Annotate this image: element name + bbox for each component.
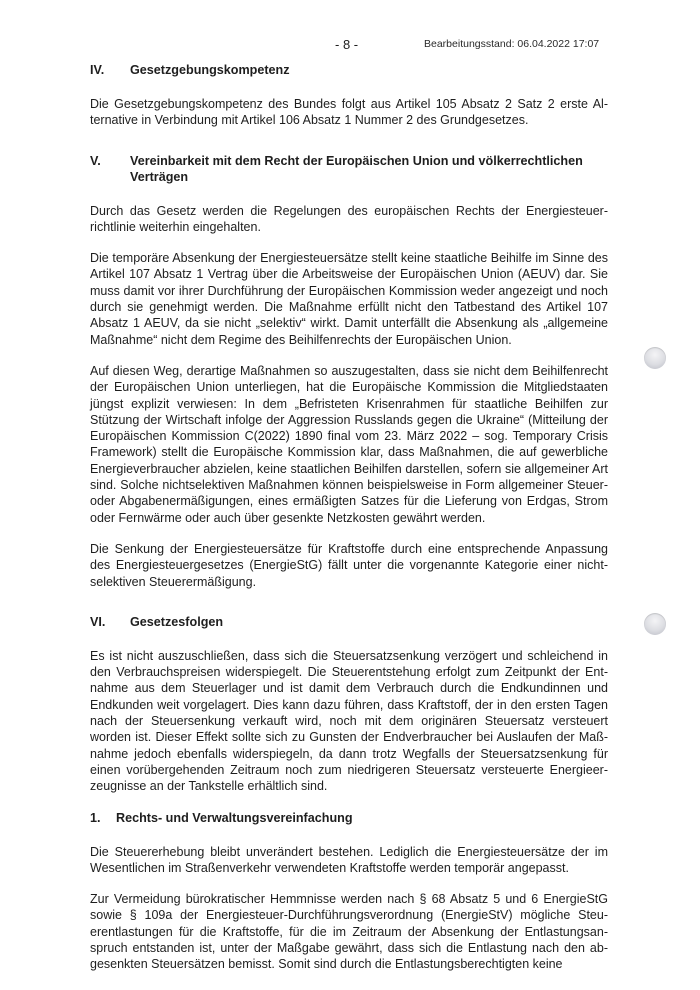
document-body (90, 62, 608, 973)
section-title: Gesetzesfolgen (130, 614, 224, 629)
paragraph: Es ist nicht auszuschließen, dass sich die Steuersatzsenkung verzögert und schleichend in den Verbrauchspreisen widerspiegelt. Die Steuerentstehung erfolgt zum Zeitpunkt der Entnahme aus dem Steuerlager und ist damit dem Verbrauch durch die Endkundinnen und Endkunden weit vorgelagert. Dies kann dazu führen, dass Kraftstoff, der in den ersten Tagen nach der Steuersenkung verkauft wird, noch mit dem originären Steuersatz versteuert worden ist. Dieser Effekt sollte sich zu Gunsten der Endverbraucher bei Auslaufen der Maßnahme jedoch ebenfalls widerspiegeln, da dann trotz Wegfalls der Steuersatzsenkung für einen vorübergehenden Zeitraum noch zum niedrigeren Steuersatz versteuerte Energieerzeugnisse an der Tankstelle erhältlich sind. (90, 648, 608, 794)
paragraph: Zur Vermeidung bürokratischer Hemmnisse werden nach § 68 Absatz 5 und 6 EnergieStG sowie § 109a der Energiesteuer-Durchführungsverordnung (EnergieStV) mögliche Steuerentlastungen für die Kraftstoffe, für die im Zeitraum der Absenkung der Entlastungsanspruch entstanden ist, unter der Maßgabe gewährt, dass sich die Entlastung nach den abgesenkten Steuersätzen bemisst. Somit sind durch die Entlastungsberechtigten keine (90, 892, 608, 972)
paragraph: Durch das Gesetz werden die Regelungen des europäischen Rechts der Energiesteuerrichtlinie weiterhin eingehalten. (90, 203, 608, 234)
section-number: IV. (90, 63, 105, 77)
edit-status: Bearbeitungsstand: 06.04.2022 17:07 (424, 38, 600, 50)
punch-hole (644, 613, 666, 635)
section-heading-iv (90, 62, 608, 78)
section-heading-vi (90, 614, 608, 630)
subsection-number: 1. (90, 810, 101, 825)
punch-hole (644, 347, 666, 369)
paragraph: Die Gesetzgebungskompetenz des Bundes folgt aus Artikel 105 Absatz 2 Satz 2 erste Alternative in Verbindung mit Artikel 106 Absatz 1 Nummer 2 des Grundgesetzes. (90, 97, 608, 128)
paragraph: Auf diesen Weg, derartige Maßnahmen so auszugestalten, dass sie nicht dem Beihilfenrecht der Europäischen Union unterliegen, hat die Europäische Kommission die Mitgliedstaaten jüngst explizit verwiesen: In dem „Befristeten Krisenrahmen für staatliche Beihilfen zur Stützung der Wirtschaft infolge der Aggression Russlands gegen die Ukraine“ (Mitteilung der Europäischen Kommission C(2022) 1890 final vom 23. März 2022 – sog. Temporary Crisis Framework) stellt die Europäische Kommission klar, dass Maßnahmen, die auf gewerbliche Energieverbraucher abzielen, keine staatlichen Beihilfen darstellen, sofern sie allgemeiner Art sind. Solche nichtselektiven Maßnahmen können beispielsweise in Form allgemeiner Steuer- oder Abgabenermäßigungen, eines ermäßigten Satzes für die Lieferung von Erdgas, Strom oder Fernwärme oder auch über gesenkte Netzkosten gewährt werden. (90, 363, 608, 525)
section-title: Vereinbarkeit mit dem Recht der Europäischen Union und völkerrechtlichen Verträgen (130, 153, 583, 184)
page-header (0, 37, 700, 55)
paragraph: Die Senkung der Energiesteuersätze für Kraftstoffe durch eine entsprechende Anpassung des Energiesteuergesetzes (EnergieStG) fällt unter die vorgenannte Kategorie einer nichtselektiven Steuerermäßigung. (90, 541, 608, 589)
section-number: V. (90, 153, 101, 168)
section-heading-v (90, 153, 608, 185)
section-number: VI. (90, 614, 106, 629)
page-number: - 8 - (335, 37, 359, 52)
subsection-heading-1 (90, 810, 608, 826)
section-title: Gesetzgebungskompetenz (130, 63, 290, 77)
paragraph: Die temporäre Absenkung der Energiesteuersätze stellt keine staatliche Beihilfe im Sinne des Artikel 107 Absatz 1 Vertrag über die Arbeitsweise der Europäischen Union (AEUV) dar. Sie muss damit vor ihrer Durchführung der Europäischen Kommission weder angezeigt und noch durch sie genehmigt werden. Die Maßnahme erfüllt nicht den Tatbestand des Artikel 107 Absatz 1 AEUV, da sie nicht „selektiv“ wirkt. Damit unterfällt die Absenkung als „allgemeine Maßnahme“ nicht dem Regime des Beihilfenrechts der Europäischen Union. (90, 251, 608, 347)
paragraph: Die Steuererhebung bleibt unverändert bestehen. Lediglich die Energiesteuersätze der im Wesentlichen im Straßenverkehr verwendeten Kraftstoffe werden temporär angepasst. (90, 844, 608, 875)
subsection-title: Rechts- und Verwaltungsvereinfachung (116, 810, 353, 825)
